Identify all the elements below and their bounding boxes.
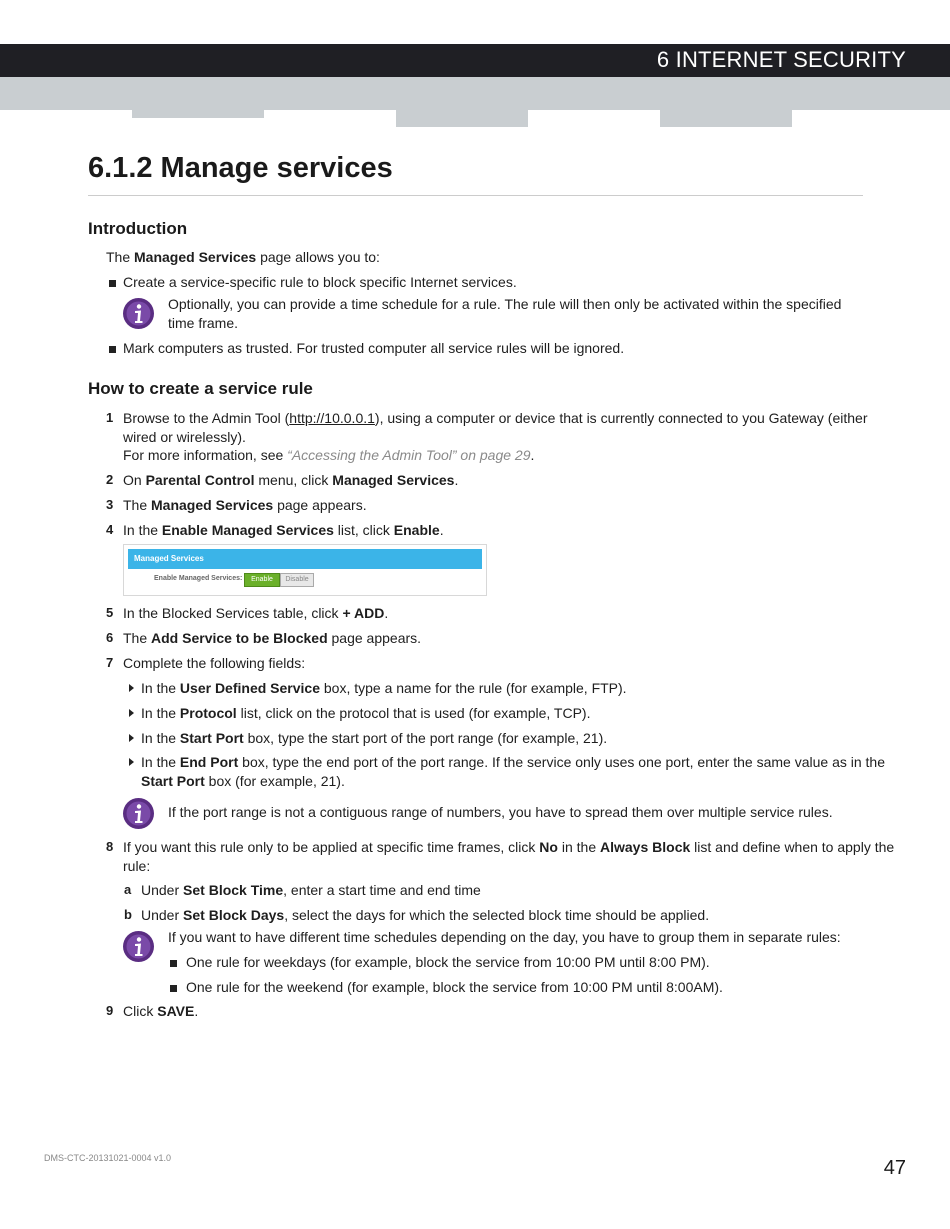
sub-bullet-arrow [129,684,134,692]
info-icon [122,797,155,830]
bullet-square [109,280,116,287]
step-number: 9 [106,1003,114,1018]
enable-managed-services-label: Enable Managed Services: [154,575,243,582]
info-icon [122,930,155,963]
step-8a: Under Set Block Time, enter a start time and end time [141,882,481,898]
disable-button[interactable]: Disable [280,573,314,587]
page-title: 6.1.2 Manage services [88,152,393,184]
sub-bullet-arrow [129,709,134,717]
bullet-square [170,960,177,967]
page-number: 47 [883,1157,906,1179]
enable-button[interactable]: Enable [244,573,280,587]
intro-lead: The Managed Services page allows you to: [106,249,380,265]
chapter-header-bar [0,44,950,77]
chapter-title: 6 INTERNET SECURITY [656,47,906,72]
note-1-line-2: time frame. [168,315,239,331]
step-6: The Add Service to be Blocked page appears. [123,630,422,646]
step-number: 4 [106,522,114,537]
step-number: 5 [106,605,114,620]
bullet-square [170,985,177,992]
header-grey-band [0,77,950,110]
bullet-square [109,346,116,353]
field-start-port: In the Start Port box, type the start port of the port range (for example, 21). [141,730,608,746]
screenshot-title: Managed Services [134,554,204,563]
admin-tool-link[interactable]: http://10.0.0.1 [289,410,375,426]
note-3: If you want to have different time schedules depending on the day, you have to group them in separate rules: [168,929,841,945]
step-3: The Managed Services page appears. [123,497,367,513]
step-number: 2 [106,472,114,487]
info-icon [122,297,155,330]
intro-heading: Introduction [88,219,188,238]
note-3-bullet-2: One rule for the weekend (for example, block the service from 10:00 PM until 8:00AM). [186,979,723,995]
sub-bullet-arrow [129,758,134,766]
step-7: Complete the following fields: [123,655,306,671]
header-tab-3 [660,110,792,127]
intro-bullet-2: Mark computers as trusted. For trusted computer all service rules will be ignored. [123,340,625,356]
sub-bullet-arrow [129,734,134,742]
step-number: 7 [106,655,114,670]
step-1-line-2: wired or wirelessly). [123,429,246,445]
step-number: 1 [106,410,114,425]
header-tab-2 [396,110,528,127]
howto-heading: How to create a service rule [88,379,313,398]
managed-services-screenshot [123,544,487,596]
step-8-line-1: If you want this rule only to be applied at specific time frames, click No in the Always Block list and define when to apply the [123,839,895,855]
step-9: Click SAVE. [123,1003,199,1019]
cross-reference-link[interactable]: “Accessing the Admin Tool” on page 29 [287,447,531,463]
intro-bullet-1: Create a service-specific rule to block specific Internet services. [123,274,517,290]
substep-label: b [124,907,132,922]
note-1-line-1: Optionally, you can provide a time schedule for a rule. The rule will then only be activated within the specified [168,296,842,312]
field-end-port-line-1: In the End Port box, type the end port of the port range. If the service only uses one port, enter the same value as in the [141,754,885,770]
step-1-line-1: Browse to the Admin Tool (http://10.0.0.1), using a computer or device that is currently connected to you Gateway (either [123,410,868,426]
screenshot-title-bar [128,549,482,569]
header-tab-1 [132,110,264,118]
field-end-port-line-2: Start Port box (for example, 21). [141,773,345,789]
step-4: In the Enable Managed Services list, click Enable. [123,522,444,538]
note-3-bullet-1: One rule for weekdays (for example, block the service from 10:00 PM until 8:00 PM). [186,954,710,970]
step-8b: Under Set Block Days, select the days for which the selected block time should be applied. [141,907,710,923]
field-user-defined-service: In the User Defined Service box, type a name for the rule (for example, FTP). [141,680,627,696]
step-number: 3 [106,497,114,512]
step-2: On Parental Control menu, click Managed Services. [123,472,459,488]
title-divider [88,195,863,196]
field-protocol: In the Protocol list, click on the protocol that is used (for example, TCP). [141,705,591,721]
step-8-line-2: rule: [123,858,151,874]
document-id: DMS-CTC-20131021-0004 v1.0 [44,1153,172,1163]
step-5: In the Blocked Services table, click + ADD. [123,605,389,621]
step-number: 6 [106,630,114,645]
step-number: 8 [106,839,114,854]
note-2: If the port range is not a contiguous range of numbers, you have to spread them over multiple service rules. [168,804,833,820]
substep-label: a [124,882,132,897]
step-1-more-info: For more information, see “Accessing the Admin Tool” on page 29. [123,447,535,463]
